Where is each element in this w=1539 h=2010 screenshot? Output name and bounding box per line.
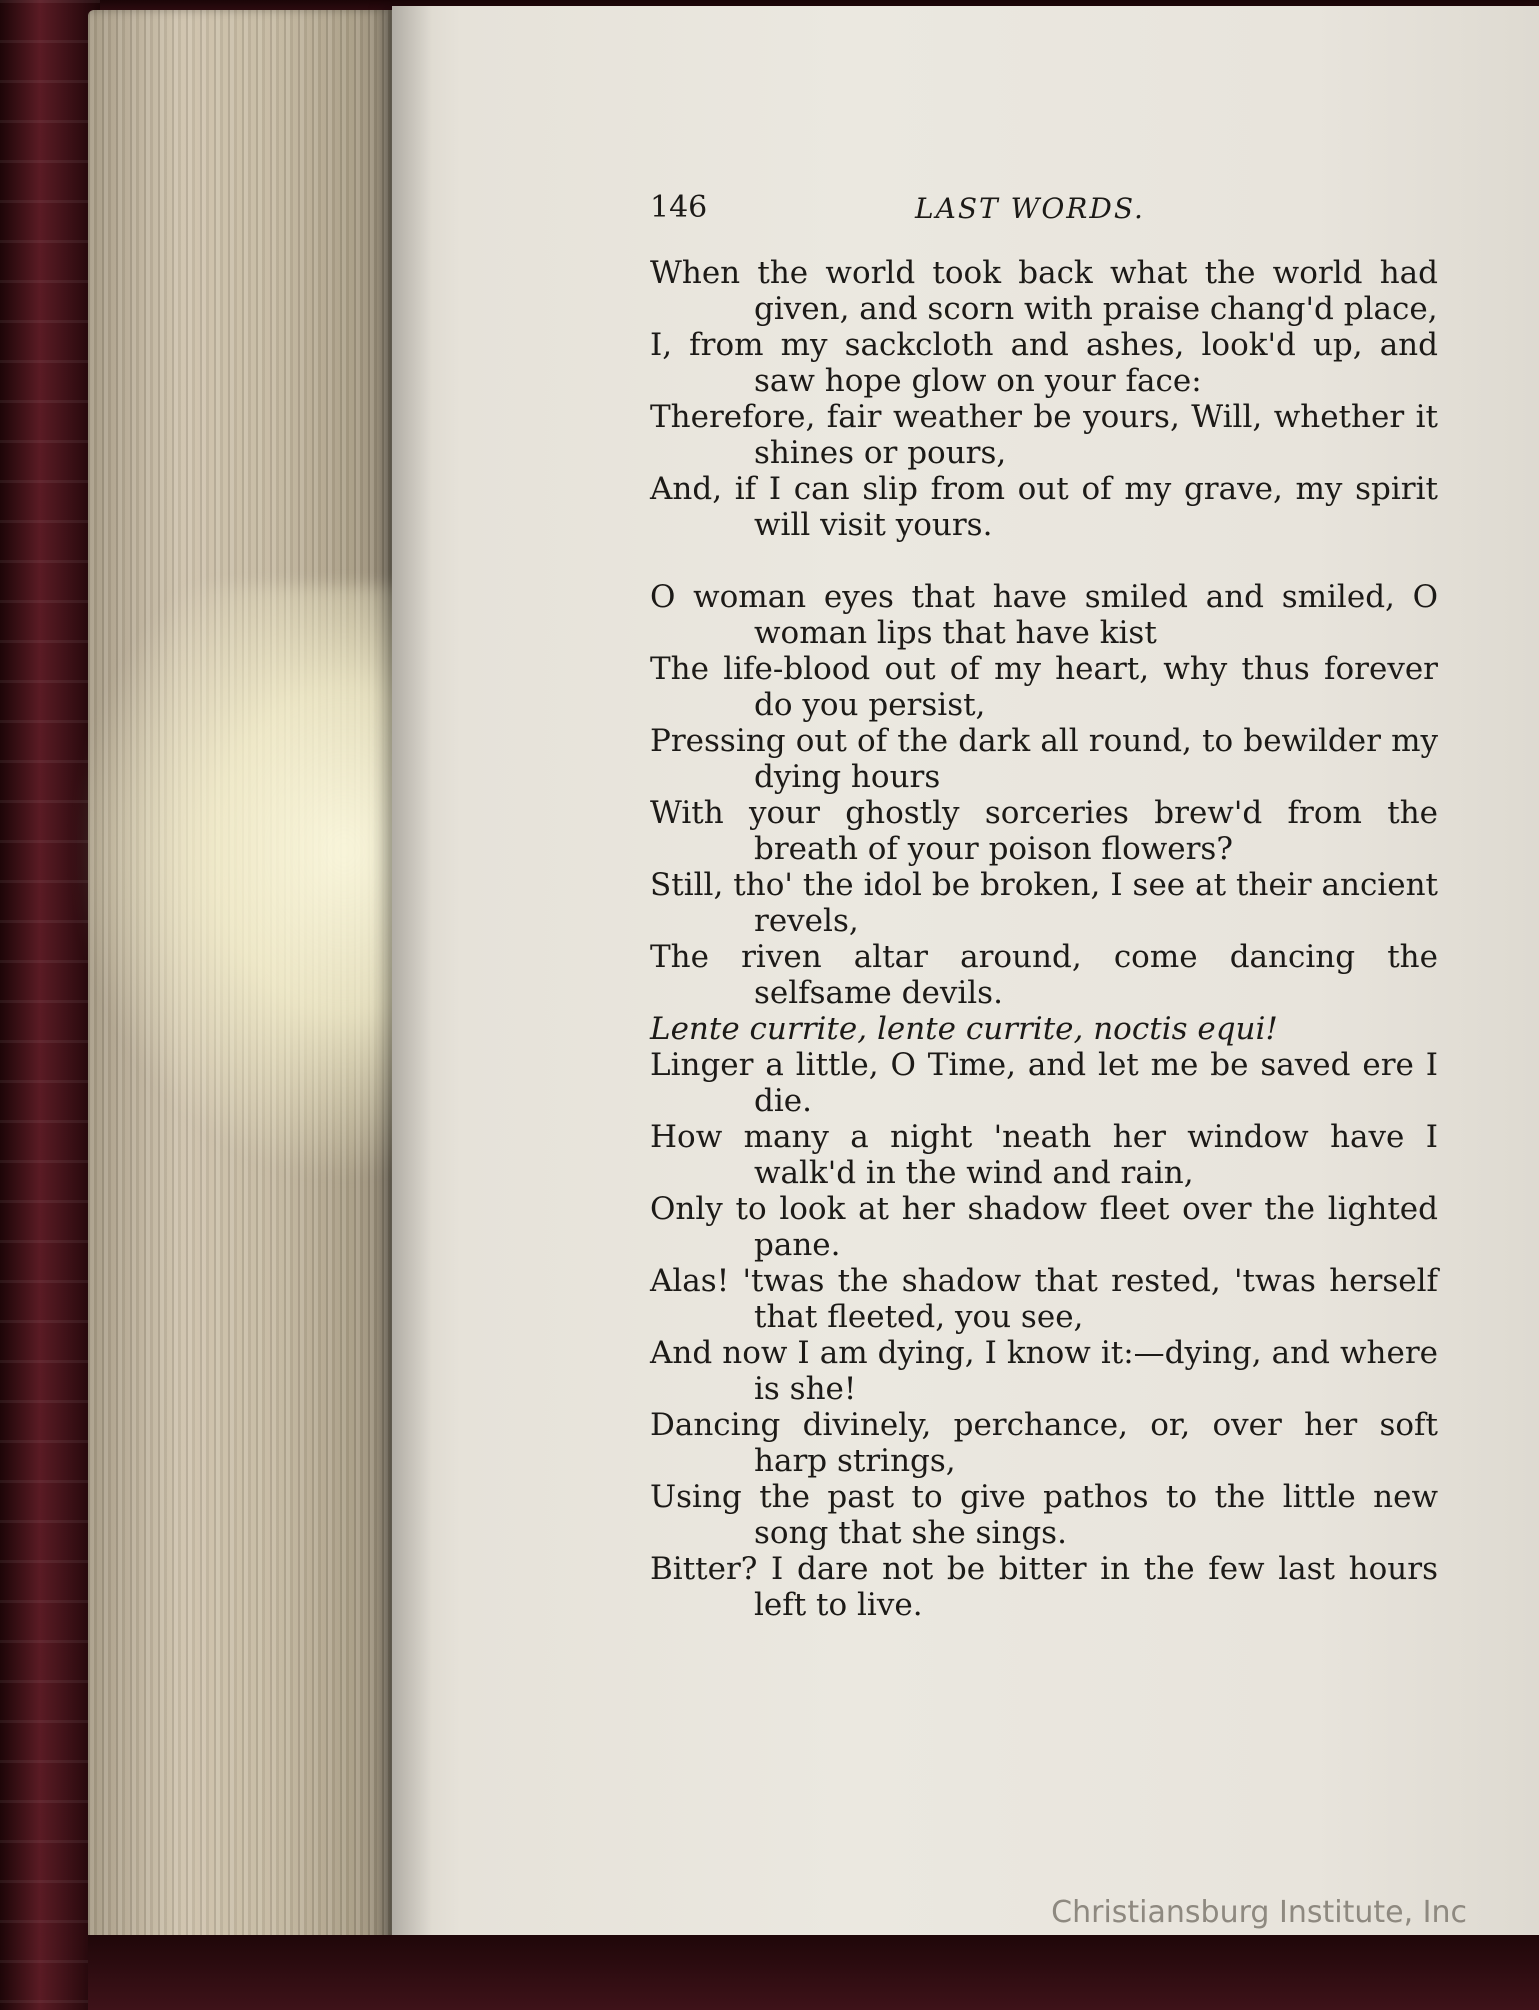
- verse-line: The life-blood out of my heart, why thus forever do you persist,: [650, 651, 1438, 723]
- verse-line: Therefore, fair weather be yours, Will, whether it shines or pours,: [650, 399, 1438, 471]
- verse-line: How many a night 'neath her window have I walk'd in the wind and rain,: [650, 1119, 1438, 1191]
- verse-line: I, from my sackcloth and ashes, look'd up, and saw hope glow on your face:: [650, 327, 1438, 399]
- latin-verse-line: Lente currite, lente currite, noctis equi!: [650, 1011, 1278, 1047]
- stanza-2: [650, 579, 1438, 1623]
- verse-line: Alas! 'twas the shadow that rested, 'twas herself that fleeted, you see,: [650, 1263, 1438, 1335]
- verse-line: And now I am dying, I know it:—dying, and where is she!: [650, 1335, 1438, 1407]
- verse-line: When the world took back what the world had given, and scorn with praise chang'd place,: [650, 255, 1438, 327]
- gutter-shadow: [392, 6, 432, 1956]
- page-header: [650, 190, 1170, 234]
- verse-line: The riven altar around, come dancing the selfsame devils.: [650, 939, 1438, 1011]
- page-number: 146: [650, 190, 708, 225]
- verse-line: Only to look at her shadow fleet over the lighted pane.: [650, 1191, 1438, 1263]
- running-head: LAST WORDS.: [915, 192, 1145, 225]
- book-bottom-edge: [88, 1935, 1539, 2010]
- watermark: Christiansburg Institute, Inc: [1051, 1895, 1467, 1930]
- verse-line: Dancing divinely, perchance, or, over her soft harp strings,: [650, 1407, 1438, 1479]
- poem-text: [650, 255, 1438, 1623]
- verse-line: Pressing out of the dark all round, to bewilder my dying hours: [650, 723, 1438, 795]
- verse-line: Using the past to give pathos to the little new song that she sings.: [650, 1479, 1438, 1551]
- verse-line: Bitter? I dare not be bitter in the few last hours left to live.: [650, 1551, 1438, 1623]
- verse-line: And, if I can slip from out of my grave, my spirit will visit yours.: [650, 471, 1438, 543]
- verse-line: Linger a little, O Time, and let me be saved ere I die.: [650, 1047, 1438, 1119]
- verse-line: Still, tho' the idol be broken, I see at their ancient revels,: [650, 867, 1438, 939]
- verse-line: With your ghostly sorceries brew'd from the breath of your poison flowers?: [650, 795, 1438, 867]
- stanza-1: [650, 255, 1438, 543]
- verse-line: O woman eyes that have smiled and smiled, O woman lips that have kist: [650, 579, 1438, 651]
